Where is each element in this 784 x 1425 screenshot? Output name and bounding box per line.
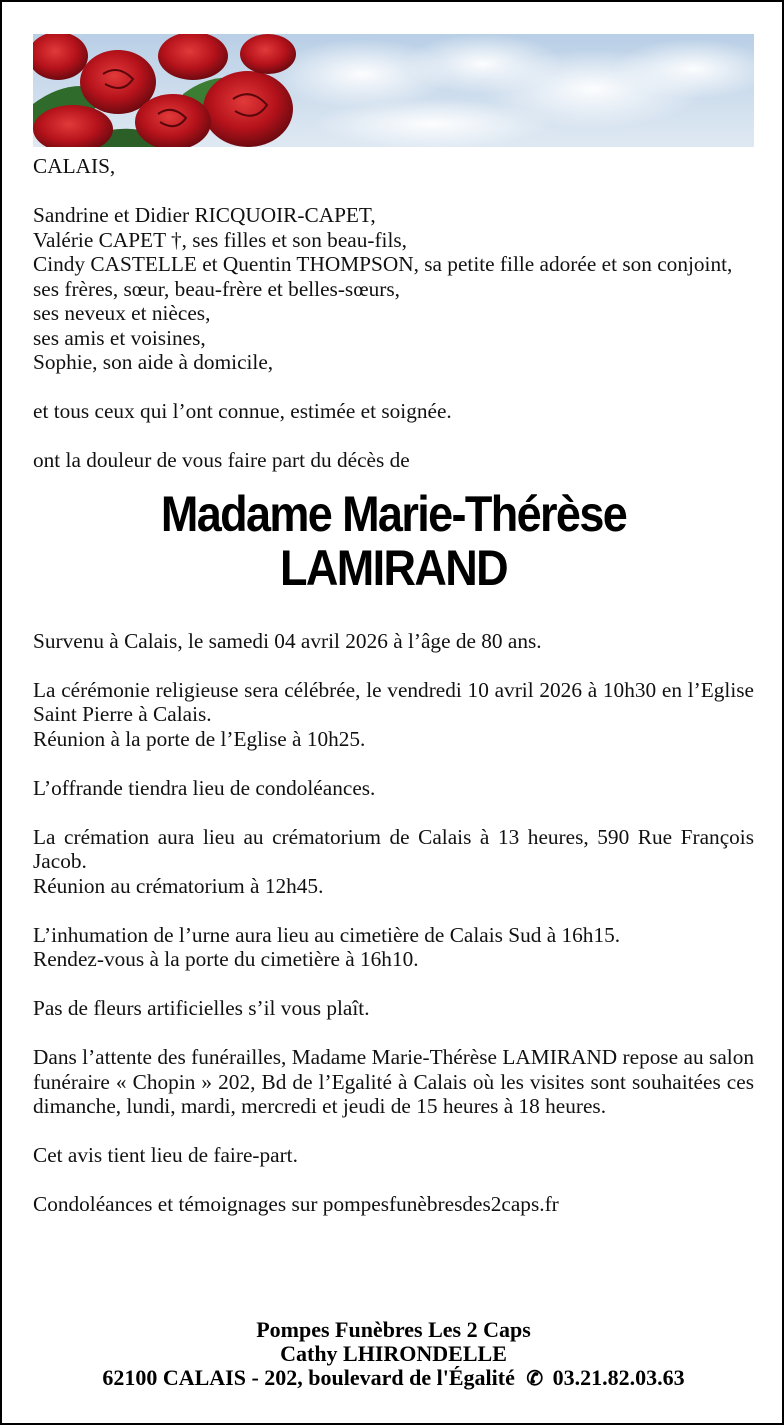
family-line: ses amis et voisines, bbox=[33, 325, 206, 350]
family-list bbox=[33, 203, 754, 375]
deceased-name-line1: Madame Marie-Thérèse bbox=[160, 485, 627, 542]
family-line: Valérie CAPET †, ses filles et son beau-fils, bbox=[33, 227, 408, 252]
flowers-info: Pas de fleurs artificielles s’il vous plaît. bbox=[33, 996, 370, 1020]
ceremony-info: La cérémonie religieuse sera célébrée, le vendredi 10 avril 2026 à 10h30 en l’Eglise Saint Pierre à Calais. bbox=[33, 677, 754, 726]
burial-info: L’inhumation de l’urne aura lieu au cimetière de Calais Sud à 16h15. bbox=[33, 922, 621, 947]
notice-text bbox=[33, 154, 754, 1217]
funeral-home-footer bbox=[33, 1318, 754, 1391]
cremation-info: La crémation aura lieu au crématorium de Calais à 13 heures, 590 Rue François Jacob. bbox=[33, 824, 754, 873]
city-heading: CALAIS, bbox=[33, 154, 116, 178]
deceased-name-line2: LAMIRAND bbox=[279, 539, 507, 596]
address-line bbox=[33, 1366, 754, 1391]
contact-person: Cathy LHIRONDELLE bbox=[280, 1341, 507, 1366]
company-name: Pompes Funèbres Les 2 Caps bbox=[256, 1317, 531, 1342]
ceremony-meeting: Réunion à la porte de l’Eglise à 10h25. bbox=[33, 726, 366, 751]
cremation-meeting: Réunion au crématorium à 12h45. bbox=[33, 873, 324, 898]
condolences-info: Condoléances et témoignages sur pompesfunèbresdes2caps.fr bbox=[33, 1192, 559, 1216]
visits-info: Dans l’attente des funérailles, Madame Marie-Thérèse LAMIRAND repose au salon funéraire « Chopin » 202, Bd de l’Egalité à Calais où les visites sont souhaitées ces dimanche, lundi, mardi, mercredi et jeudi de 15 heures à 18 heures. bbox=[33, 1045, 754, 1118]
offering-info: L’offrande tiendra lieu de condoléances. bbox=[33, 775, 376, 800]
family-line: Sophie, son aide à domicile, bbox=[33, 350, 274, 374]
burial-meeting: Rendez-vous à la porte du cimetière à 16h10. bbox=[33, 947, 419, 971]
family-line: ses frères, sœur, beau-frère et belles-sœurs, bbox=[33, 276, 400, 301]
phone-number: 03.21.82.03.63 bbox=[552, 1365, 685, 1390]
all-who-line: et tous ceux qui l’ont connue, estimée et soignée. bbox=[33, 399, 452, 423]
phone-icon: ✆ bbox=[526, 1368, 544, 1390]
deceased-name bbox=[69, 487, 718, 595]
family-line: Cindy CASTELLE et Quentin THOMPSON, sa petite fille adorée et son conjoint, bbox=[33, 252, 733, 276]
notice-info: Cet avis tient lieu de faire-part. bbox=[33, 1143, 298, 1167]
announcement-line: ont la douleur de vous faire part du décès de bbox=[33, 448, 410, 472]
family-line: ses neveux et nièces, bbox=[33, 301, 211, 325]
roses-sky-banner-image bbox=[33, 34, 754, 147]
family-line: Sandrine et Didier RICQUOIR-CAPET, bbox=[33, 203, 376, 227]
death-info: Survenu à Calais, le samedi 04 avril 2026 à l’âge de 80 ans. bbox=[33, 628, 542, 653]
address-text: 62100 CALAIS - 202, boulevard de l'Égalité bbox=[102, 1365, 515, 1390]
